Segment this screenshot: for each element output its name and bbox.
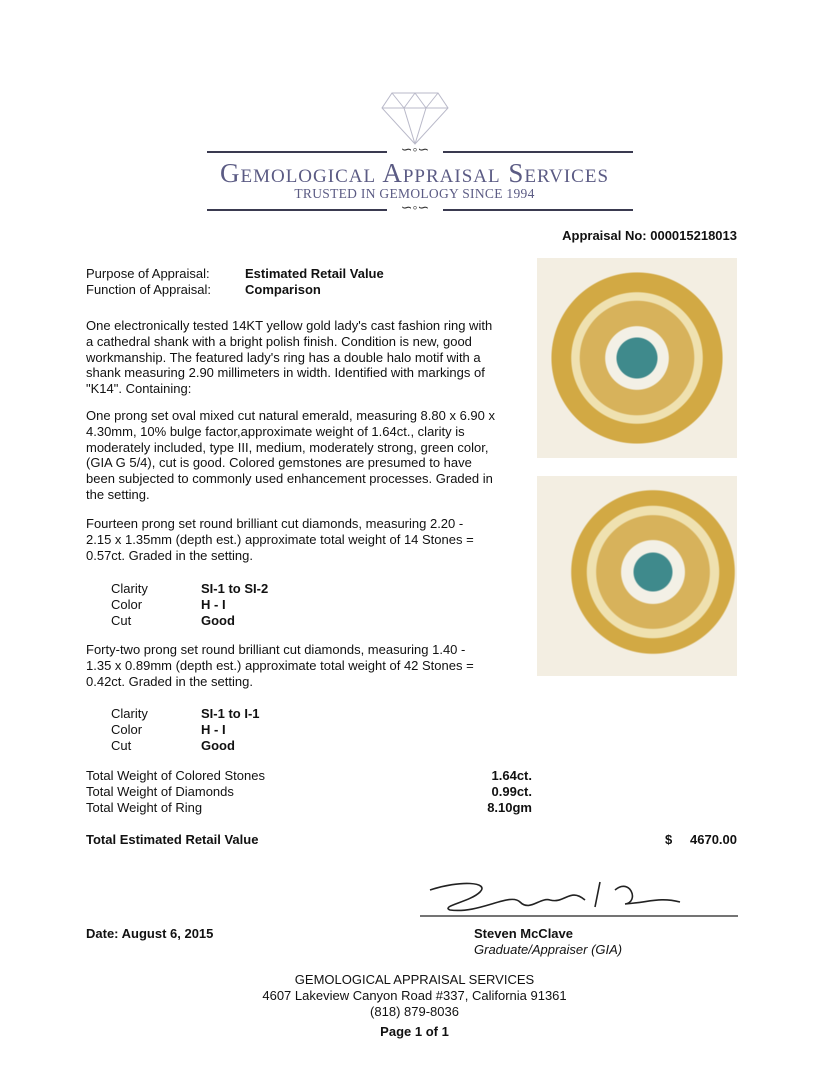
logo-rule [443,151,633,153]
total-value: 8.10gm [487,799,532,815]
grade-value: H - I [201,596,226,612]
grade-label: Color [111,721,143,737]
appraiser-title: Graduate/Appraiser (GIA) [474,942,623,957]
purpose-label: Purpose of Appraisal: [86,266,210,281]
grade-value: H - I [201,721,226,737]
estimate-currency: $ [665,832,673,847]
grade-value: SI-1 to SI-2 [201,581,269,596]
estimate-label: Total Estimated Retail Value [86,832,259,847]
logo-rule [207,151,387,153]
appraisal-date: Date: August 6, 2015 [86,926,214,941]
grade-value: Good [201,612,235,628]
footer-phone: (818) 879-8036 [370,1003,459,1019]
appraisal-number: Appraisal No: 000015218013 [562,228,737,243]
flourish-icon: ∽◦∽ [400,199,430,215]
company-tagline: TRUSTED IN GEMOLOGY SINCE 1994 [294,186,535,201]
grades-table-2 [111,706,260,753]
grade-label: Cut [111,737,132,753]
grades-table-1 [111,581,268,628]
appraiser-name: Steven McClave [474,926,573,941]
total-label: Total Weight of Diamonds [86,783,234,799]
purpose-value: Estimated Retail Value [245,266,384,281]
grade-label: Clarity [111,581,148,596]
grade-label: Clarity [111,706,148,721]
ring-description: One electronically tested 14KT yellow gold lady's cast fashion ring with a cathedral shank with a bright polish finish. Condition is new, good workmanship. The featured lady's ring has a double halo motif with a shank measuring 2.90 millimeters in width. Identified with markings of "K14". Containing: [86,318,493,397]
signature [420,872,740,922]
ring-photo-side [537,476,737,676]
ring-photo-top [537,258,737,458]
diamonds-42-description: Forty-two prong set round brilliant cut diamonds, measuring 1.40 - 1.35 x 0.89mm (depth est.) approximate total weight of 42 Stones = 0.42ct. Graded in the setting. [86,642,474,689]
emerald-description: One prong set oval mixed cut natural emerald, measuring 8.80 x 6.90 x 4.30mm, 10% bulge factor,approximate weight of 1.64ct., clarity is moderately included, type III, medium, moderately strong, green color, (GIA G 5/4), cut is good. Colored gemstones are presumed to have been subjected to commonly used enhancement processes. Graded in the setting. [86,408,495,502]
flourish-icon: ∽◦∽ [400,141,430,157]
footer-address: 4607 Lakeview Canyon Road #337, California 91361 [262,987,567,1003]
logo-rule [443,209,633,211]
diamonds-14-description: Fourteen prong set round brilliant cut diamonds, measuring 2.20 - 2.15 x 1.35mm (depth est.) approximate total weight of 14 Stones = 0.57ct. Graded in the setting. [86,516,474,563]
logo-rule [207,209,387,211]
function-value: Comparison [245,282,321,297]
grade-value: Good [201,737,235,753]
grade-label: Color [111,596,143,612]
company-logo-title: Gemological Appraisal Services [219,158,610,188]
total-label: Total Weight of Colored Stones [86,768,265,783]
function-label: Function of Appraisal: [86,282,212,297]
totals-labels [86,768,265,815]
grade-label: Cut [111,612,132,628]
total-value: 0.99ct. [491,783,532,799]
total-value: 1.64ct. [491,768,532,783]
footer-company: GEMOLOGICAL APPRAISAL SERVICES [294,972,535,987]
diamond-logo-icon [380,88,450,148]
estimate-value: 4670.00 [690,832,737,847]
footer [0,972,829,1040]
page-number: Page 1 of 1 [380,1024,449,1040]
total-label: Total Weight of Ring [86,799,203,815]
grade-value: SI-1 to I-1 [201,706,260,721]
totals-values [487,768,532,815]
